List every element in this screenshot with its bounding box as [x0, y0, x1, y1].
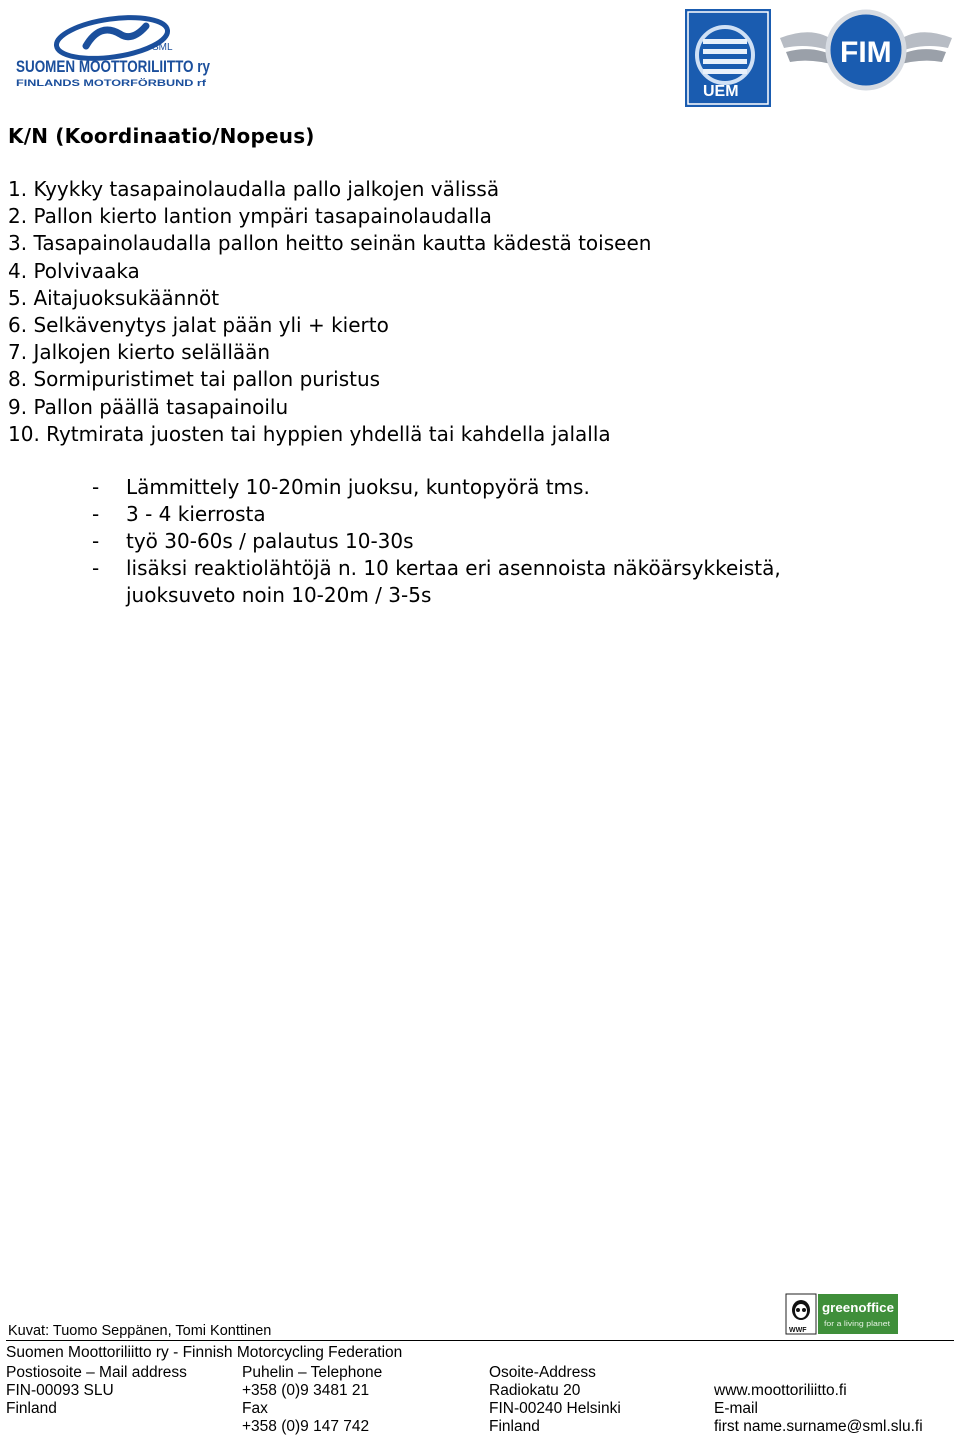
footer-line: E-mail	[714, 1400, 758, 1417]
footer-street-address	[489, 1364, 621, 1436]
note-dash: -	[92, 556, 100, 580]
note-dash: -	[92, 502, 100, 526]
greenoffice-subtext: for a living planet	[824, 1321, 891, 1328]
uem-logo	[685, 9, 771, 107]
photo-credits: Kuvat: Tuomo Seppänen, Tomi Konttinen	[8, 1323, 272, 1339]
note-text: Lämmittely 10-20min juoksu, kuntopyörä tms.	[126, 475, 590, 499]
note-item	[92, 555, 781, 609]
list-item: 4. Polvivaaka	[8, 258, 140, 283]
list-item: 8. Sormipuristimet tai pallon puristus	[8, 367, 381, 392]
list-item: 10. Rytmirata juosten tai hyppien yhdellä tai kahdella jalalla	[8, 421, 611, 446]
footer-line: +358 (0)9 3481 21	[242, 1382, 370, 1399]
wwf-green-office-logo	[786, 1290, 898, 1338]
footer-web-email	[714, 1382, 923, 1436]
page-title: K/N (Koordinaatio/Nopeus)	[8, 124, 315, 148]
note-dash: -	[92, 475, 100, 499]
footer-telephone	[242, 1364, 382, 1436]
note-text: lisäksi reaktiolähtöjä n. 10 kertaa eri asennoista näköärsykkeistä, juoksuveto noin 10-20m / 3-5s	[126, 556, 781, 607]
footer-divider	[6, 1340, 954, 1341]
note-item	[92, 474, 781, 501]
footer-line: Osoite-Address	[489, 1364, 596, 1381]
fim-logo	[776, 4, 956, 104]
uem-logo-text: UEM	[703, 83, 739, 100]
sml-logo-sub-text: FINLANDS MOTORFÖRBUND rf	[16, 78, 208, 88]
list-item: 6. Selkävenytys jalat pään yli + kierto	[8, 313, 389, 338]
note-dash: -	[92, 529, 100, 553]
footer-line: FIN-00240 Helsinki	[489, 1400, 621, 1417]
list-item: 2. Pallon kierto lantion ympäri tasapainolaudalla	[8, 204, 492, 229]
footer-line: +358 (0)9 147 742	[242, 1418, 370, 1435]
notes-list	[92, 474, 781, 609]
exercise-list	[8, 176, 651, 448]
footer-line: Postiosoite – Mail address	[6, 1364, 187, 1381]
wwf-text: WWF	[789, 1327, 807, 1334]
list-item: 7. Jalkojen kierto selällään	[8, 340, 271, 365]
list-item: 5. Aitajuoksukäännöt	[8, 285, 220, 310]
note-text: 3 - 4 kierrosta	[126, 502, 266, 526]
footer-line: Finland	[489, 1418, 540, 1435]
sml-logo-main-text: SUOMEN MOOTTORILIITTO ry	[16, 57, 211, 76]
website-link[interactable]: www.moottoriliitto.fi	[714, 1382, 847, 1399]
sml-logo-small-text: SML	[152, 42, 173, 53]
list-item: 1. Kyykky tasapainolaudalla pallo jalkojen välissä	[8, 177, 500, 201]
list-item: 9. Pallon päällä tasapainoilu	[8, 394, 289, 419]
sml-logo	[8, 4, 224, 96]
footer-line: Radiokatu 20	[489, 1382, 581, 1399]
footer-mail-address	[6, 1364, 187, 1418]
footer-line: Puhelin – Telephone	[242, 1364, 383, 1381]
footer-line: Fax	[242, 1400, 268, 1417]
email-link[interactable]: first name.surname@sml.slu.fi	[714, 1418, 923, 1435]
footer-line: FIN-00093 SLU	[6, 1382, 114, 1399]
footer-line: Finland	[6, 1400, 57, 1417]
organization-name: Suomen Moottoriliitto ry - Finnish Motorcycling Federation	[6, 1344, 403, 1361]
fim-logo-text: FIM	[840, 36, 892, 69]
note-text: työ 30-60s / palautus 10-30s	[126, 529, 414, 553]
note-item	[92, 528, 781, 555]
greenoffice-text: greenoffice	[822, 1300, 894, 1315]
list-item: 3. Tasapainolaudalla pallon heitto seinän kautta kädestä toiseen	[8, 231, 652, 256]
note-item	[92, 501, 781, 528]
